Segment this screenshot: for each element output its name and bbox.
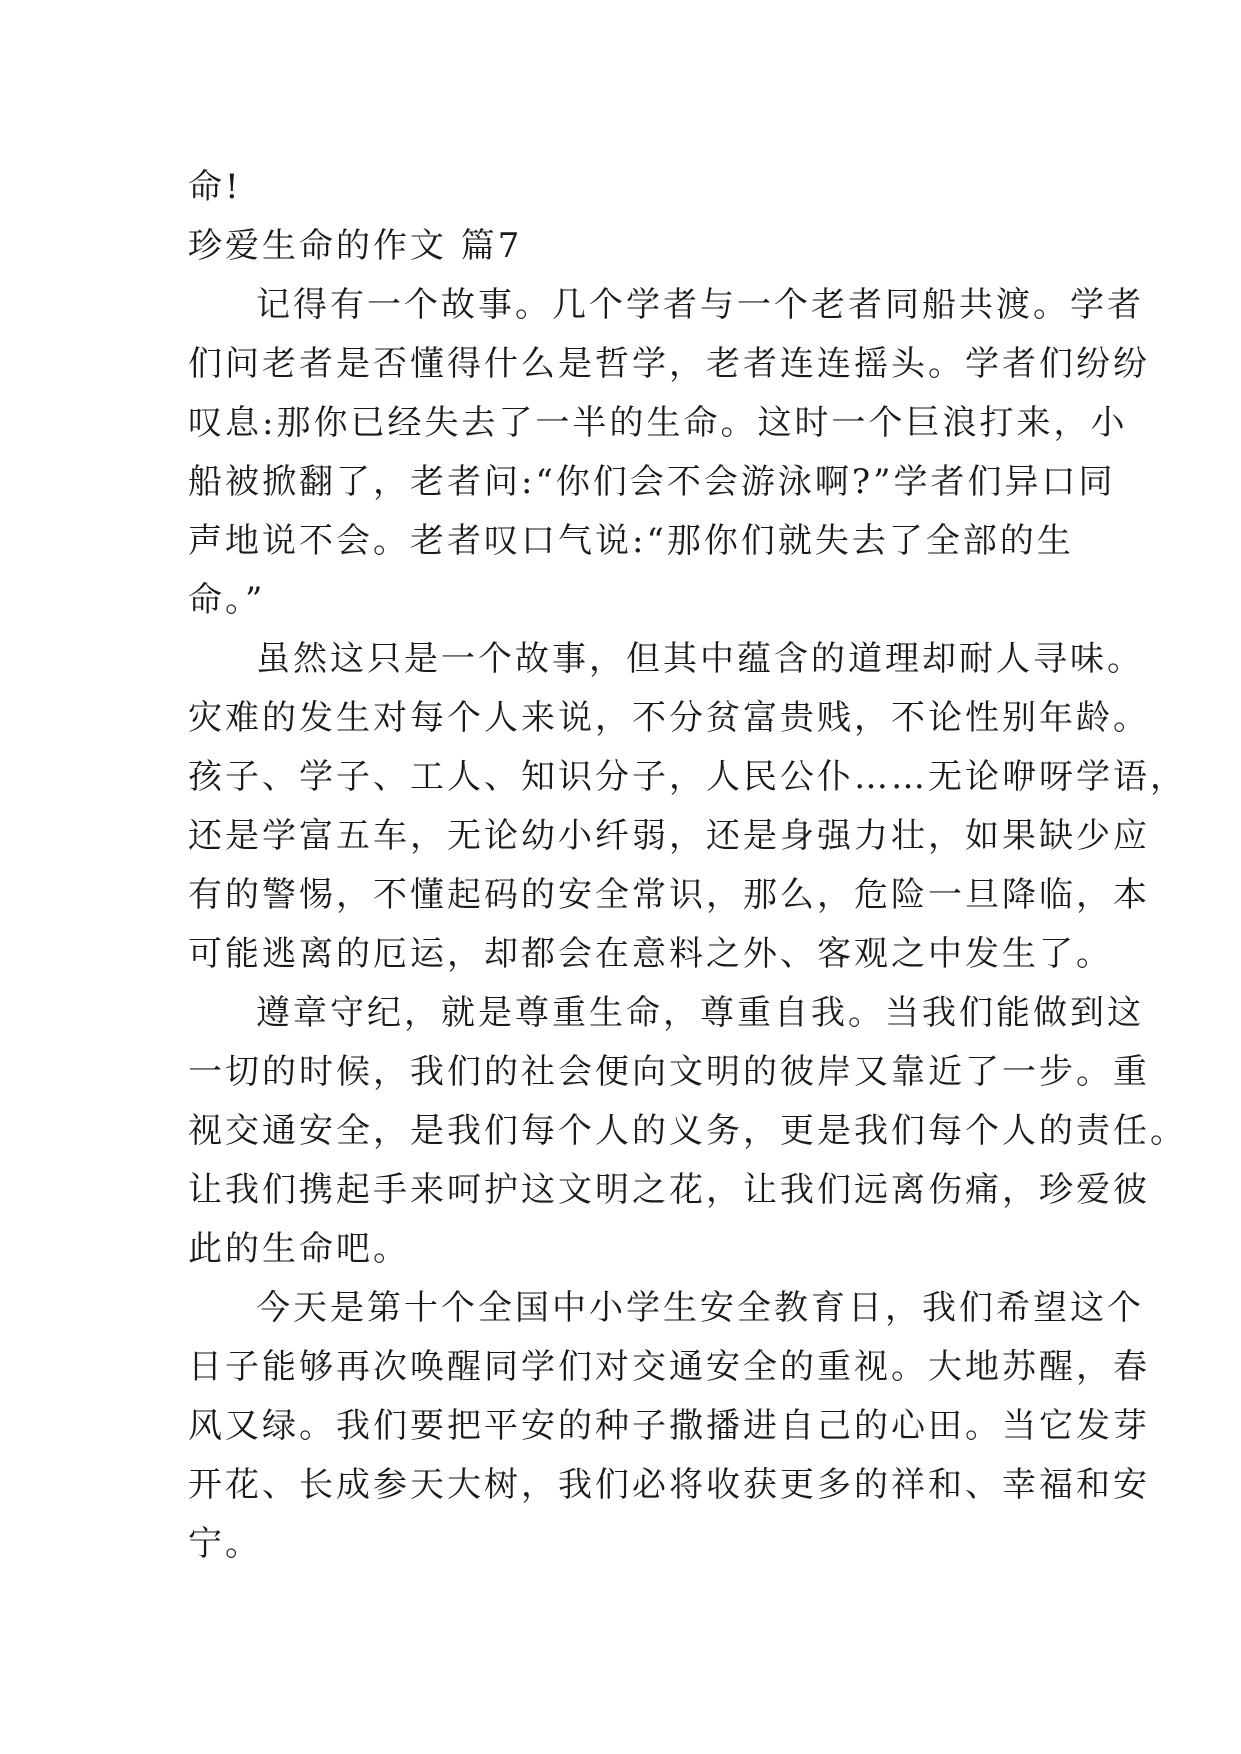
paragraph-line: 叹息:那你已经失去了一半的生命。这时一个巨浪打来，小 <box>188 403 1128 443</box>
paragraph-line: 声地说不会。老者叹口气说:“那你们就失去了全部的生 <box>188 521 1074 561</box>
paragraph-line: 让我们携起手来呵护这文明之花，让我们远离伤痛，珍爱彼 <box>188 1170 1150 1210</box>
paragraph-line: 今天是第十个全国中小学生安全教育日，我们希望这个 <box>256 1288 1144 1328</box>
paragraph-line: 孩子、学子、工人、知识分子，人民公仆……无论咿呀学语， <box>188 757 1187 797</box>
paragraph-2 <box>188 630 1187 984</box>
paragraph-3 <box>188 984 1187 1279</box>
paragraph-line: 灾难的发生对每个人来说，不分贫富贵贱，不论性别年龄。 <box>188 698 1150 738</box>
paragraph-line: 船被掀翻了，老者问:“你们会不会游泳啊?”学者们异口同 <box>188 462 1116 502</box>
paragraph-line: 开花、长成参天大树，我们必将收获更多的祥和、幸福和安 <box>188 1465 1150 1505</box>
paragraph-line: 命。” <box>188 580 266 620</box>
paragraph-1 <box>188 276 1150 630</box>
paragraph-line: 日子能够再次唤醒同学们对交通安全的重视。大地苏醒，春 <box>188 1347 1150 1387</box>
paragraph-line: 遵章守纪，就是尊重生命，尊重自我。当我们能做到这 <box>256 993 1144 1033</box>
paragraph-line: 有的警惕，不懂起码的安全常识，那么，危险一旦降临，本 <box>188 875 1150 915</box>
paragraph-line: 风又绿。我们要把平安的种子撒播进自己的心田。当它发芽 <box>188 1406 1150 1446</box>
paragraph-line: 还是学富五车，无论幼小纤弱，还是身强力壮，如果缺少应 <box>188 816 1150 856</box>
paragraph-line: 宁。 <box>188 1524 262 1564</box>
paragraph-line: 一切的时候，我们的社会便向文明的彼岸又靠近了一步。重 <box>188 1052 1150 1092</box>
paragraph-line: 此的生命吧。 <box>188 1229 410 1269</box>
essay-heading: 珍爱生命的作文 篇7 <box>188 226 523 266</box>
document-body <box>188 158 1187 1574</box>
paragraph-line: 们问老者是否懂得什么是哲学，老者连连摇头。学者们纷纷 <box>188 344 1150 384</box>
paragraph-line: 记得有一个故事。几个学者与一个老者同船共渡。学者 <box>256 285 1144 325</box>
paragraph-line: 虽然这只是一个故事，但其中蕴含的道理却耐人寻味。 <box>256 639 1144 679</box>
paragraph-line: 可能逃离的厄运，却都会在意料之外、客观之中发生了。 <box>188 934 1113 974</box>
continuation-line: 命! <box>188 167 242 207</box>
paragraph-4 <box>188 1279 1150 1574</box>
paragraph-line: 视交通安全，是我们每个人的义务，更是我们每个人的责任。 <box>188 1111 1187 1151</box>
